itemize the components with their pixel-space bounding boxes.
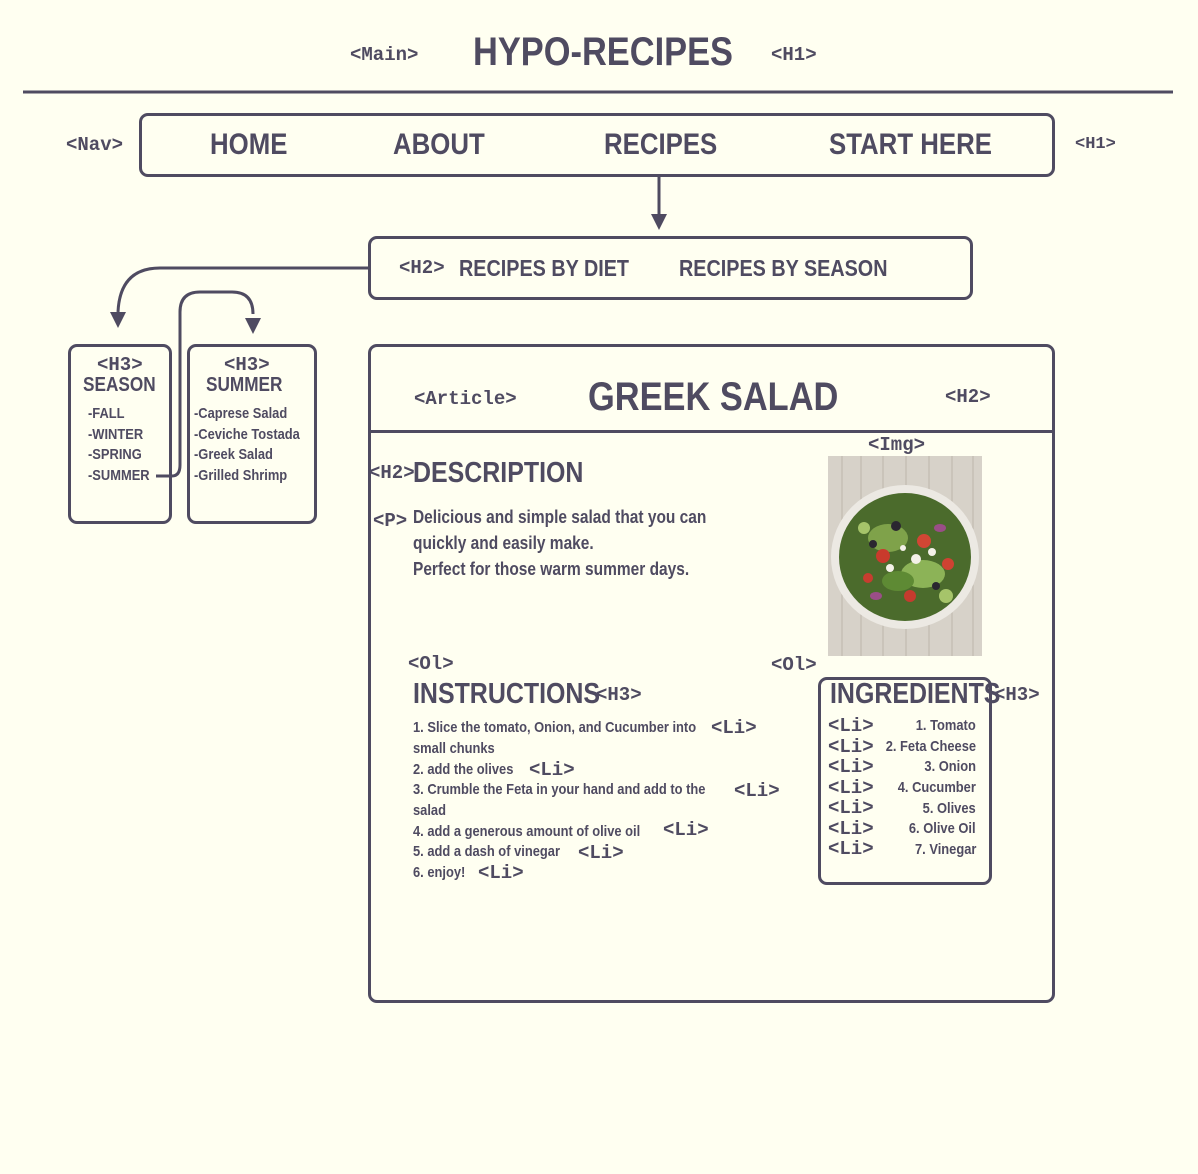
description-title: DESCRIPTION <box>413 457 584 489</box>
ingredient-item: 5. Olives <box>922 800 976 817</box>
nav-item-home[interactable]: HOME <box>210 128 288 161</box>
li-tag: <Li> <box>828 818 874 840</box>
season-item-summer[interactable]: -SUMMER <box>88 467 150 484</box>
instruction-step-4: 4. add a generous amount of olive oil <box>413 823 641 840</box>
li-tag: <Li> <box>711 717 757 739</box>
summer-item-shrimp[interactable]: -Grilled Shrimp <box>194 467 288 484</box>
salad-image <box>828 456 982 656</box>
nav-item-about[interactable]: ABOUT <box>393 128 485 161</box>
instruction-step-1: 1. Slice the tomato, Onion, and Cucumber into <box>413 719 697 736</box>
li-tag: <Li> <box>828 797 874 819</box>
description-line-1: Delicious and simple salad that you can <box>413 507 707 527</box>
li-tag: <Li> <box>828 838 874 860</box>
title-h1-tag: <H1> <box>771 44 817 66</box>
description-h2-tag: <H2> <box>369 462 415 484</box>
li-tag: <Li> <box>828 777 874 799</box>
li-tag: <Li> <box>734 780 780 802</box>
summer-item-ceviche[interactable]: -Ceviche Tostada <box>194 426 300 443</box>
summer-item-greek[interactable]: -Greek Salad <box>194 446 273 463</box>
ingredients-ol-tag: <Ol> <box>771 654 817 676</box>
ingredient-item: 4. Cucumber <box>897 779 976 796</box>
instructions-ol-tag: <Ol> <box>408 653 454 675</box>
article-box <box>368 344 1055 1003</box>
instruction-step-3: 3. Crumble the Feta in your hand and add to the <box>413 781 706 798</box>
ingredient-item: 1. Tomato <box>916 717 976 734</box>
submenu-h2-tag: <H2> <box>399 257 445 279</box>
summer-h3-tag: <H3> <box>224 354 270 376</box>
description-line-3: Perfect for those warm summer days. <box>413 559 690 579</box>
instruction-step-2: 2. add the olives <box>413 761 514 778</box>
li-tag: <Li> <box>828 736 874 758</box>
article-tag: <Article> <box>414 388 517 410</box>
instruction-step-5: 5. add a dash of vinegar <box>413 843 560 860</box>
description-p-tag: <P> <box>373 510 408 532</box>
ingredient-item: 3. Onion <box>924 758 976 775</box>
summer-title: SUMMER <box>206 374 283 396</box>
submenu-item-season[interactable]: RECIPES BY SEASON <box>679 255 888 281</box>
submenu-to-season-arrow <box>118 268 369 312</box>
li-tag: <Li> <box>828 756 874 778</box>
season-item-winter[interactable]: -WINTER <box>88 426 144 443</box>
li-tag: <Li> <box>478 862 524 884</box>
img-tag: <Img> <box>868 434 926 456</box>
ingredients-list <box>870 716 976 866</box>
season-title: SEASON <box>83 374 156 396</box>
ingredient-item: 2. Feta Cheese <box>885 738 976 755</box>
li-tag: <Li> <box>663 819 709 841</box>
li-tag: <Li> <box>578 842 624 864</box>
instruction-step-6: 6. enjoy! <box>413 864 466 881</box>
instructions-h3-tag: <H3> <box>596 684 642 706</box>
description-line-2: quickly and easily make. <box>413 533 594 553</box>
ingredient-item: 7. Vinegar <box>914 841 976 858</box>
salad-photo <box>828 456 982 656</box>
li-tag: <Li> <box>828 715 874 737</box>
ingredients-h3-tag: <H3> <box>994 684 1040 706</box>
article-title: GREEK SALAD <box>588 375 839 419</box>
season-item-fall[interactable]: -FALL <box>88 405 125 422</box>
ingredients-title: INGREDIENTS <box>830 678 1001 710</box>
nav-tag: <Nav> <box>66 134 124 156</box>
summer-item-caprese[interactable]: -Caprese Salad <box>194 405 288 422</box>
instruction-step-1-cont: small chunks <box>413 740 495 757</box>
site-title: HYPO-RECIPES <box>473 30 733 74</box>
nav-item-recipes[interactable]: RECIPES <box>604 128 718 161</box>
instruction-step-3-cont: salad <box>413 802 446 819</box>
article-divider <box>370 430 1053 433</box>
nav-item-start-here[interactable]: START HERE <box>829 128 992 161</box>
submenu-item-diet[interactable]: RECIPES BY DIET <box>459 255 630 281</box>
season-item-spring[interactable]: -SPRING <box>88 446 142 463</box>
article-h2-tag: <H2> <box>945 386 991 408</box>
main-tag: <Main> <box>350 44 419 66</box>
ingredient-item: 6. Olive Oil <box>909 820 976 837</box>
season-h3-tag: <H3> <box>97 354 143 376</box>
instructions-title: INSTRUCTIONS <box>413 678 601 710</box>
nav-h1-tag: <H1> <box>1075 135 1116 154</box>
li-tag: <Li> <box>529 759 575 781</box>
